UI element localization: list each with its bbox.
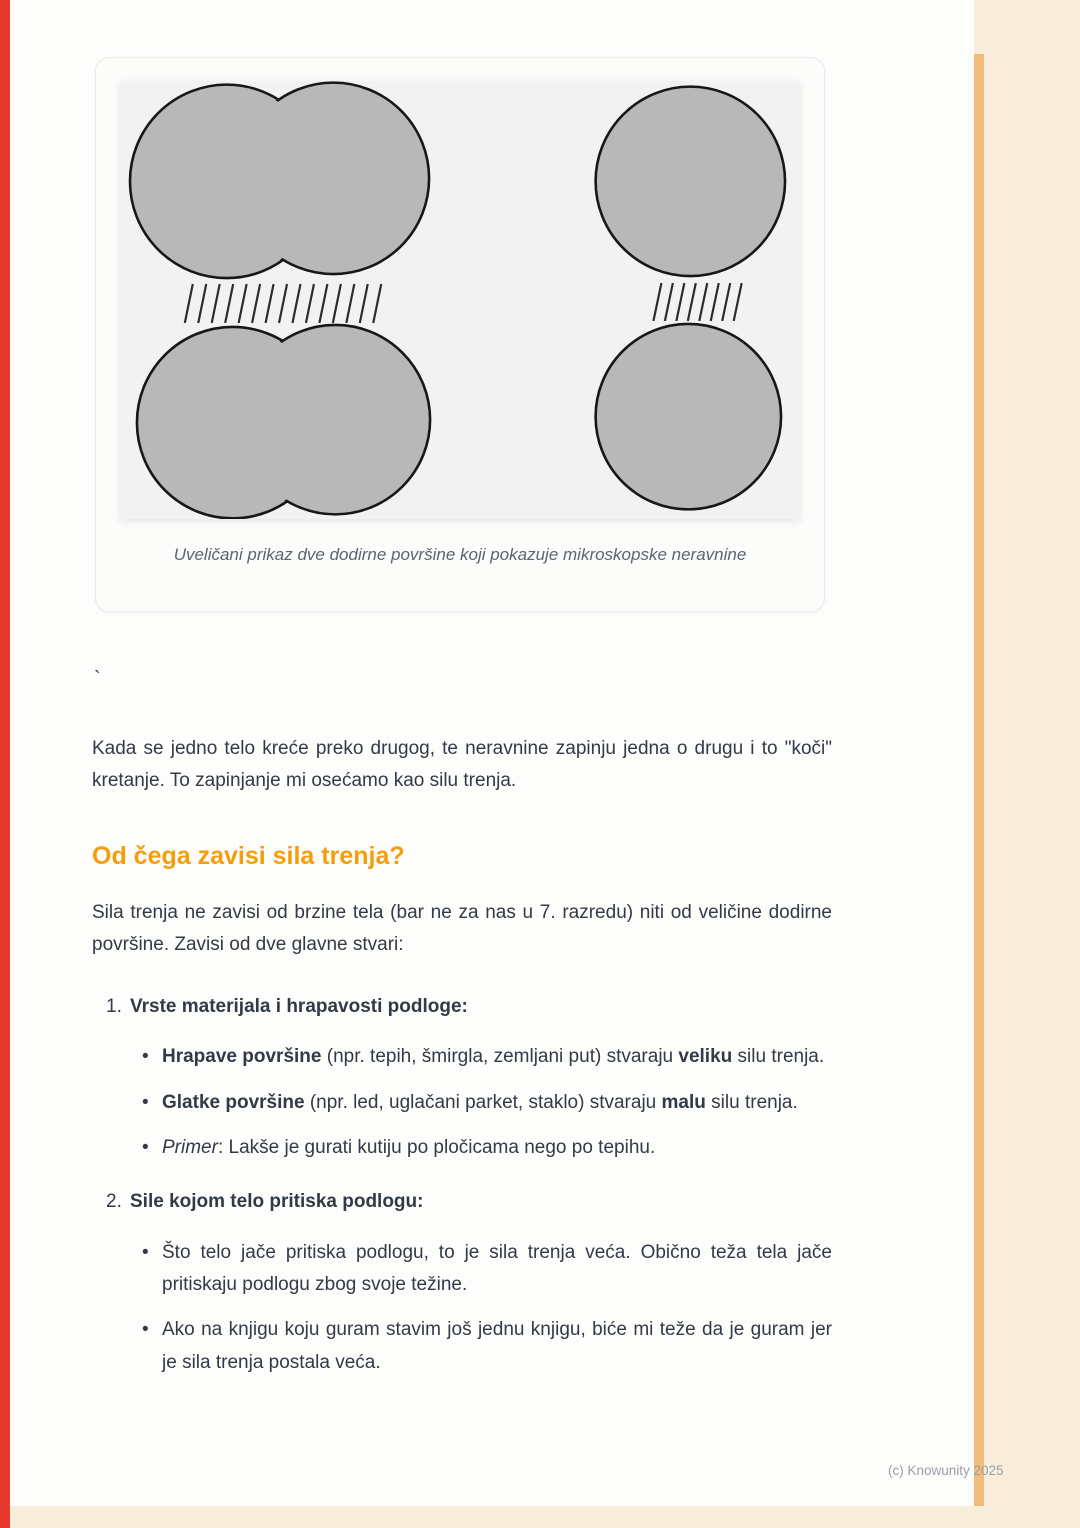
paragraph-friction-dependencies: Sila trenja ne zavisi od brzine tela (bar ne za nas u 7. razredu) niti od veličine dodirne površine. Zavisi od dve glavne stvari:	[92, 901, 832, 955]
list-number: 2.	[106, 1191, 122, 1213]
bullet-item: • Što telo jače pritiska podlogu, to je sila trenja veća. Obično teža tela jače pritiskaju podlogu zbog svoje težine.	[140, 1237, 832, 1302]
watermark-text: (c) Knowunity 2025	[888, 1463, 1004, 1478]
bullet-item: • Ako na knjigu koju guram stavim još jednu knjigu, biće mi teže da je guram jer je sila trenja postala veća.	[140, 1314, 832, 1379]
right-top-surface-blob	[596, 87, 785, 276]
stray-backtick-character: `	[94, 668, 101, 690]
list-item-title: Vrste materijala i hrapavosti podloge:	[130, 996, 468, 1018]
left-contact-hatching	[185, 284, 381, 323]
bullet-item: • Hrapave površine (npr. tepih, šmirgla, zemljani put) stvaraju veliku silu trenja.	[140, 1041, 832, 1073]
figure-card	[95, 57, 825, 612]
section-heading: Od čega zavisi sila trenja?	[92, 841, 405, 870]
bullet-list	[106, 1041, 832, 1164]
figure-image	[120, 81, 800, 519]
left-top-surface-blob	[130, 83, 429, 278]
numbered-list	[92, 991, 832, 1379]
numbered-list-item	[106, 991, 832, 1164]
right-contact-hatching	[653, 283, 741, 321]
numbered-list-item	[106, 1186, 832, 1378]
left-bottom-surface-blob	[137, 325, 430, 518]
paragraph-friction-explanation: Kada se jedno telo kreće preko drugog, te neravnine zapinju jedna o drugu i to "koči" kretanje. To zapinjanje mi osećamo kao silu trenja.	[92, 738, 832, 792]
bullet-item: • Primer: Lakše je gurati kutiju po pločicama nego po tepihu.	[140, 1132, 832, 1164]
bullet-list	[106, 1237, 832, 1379]
bullet-item: • Glatke površine (npr. led, uglačani parket, staklo) stvaraju malu silu trenja.	[140, 1087, 832, 1119]
left-red-stripe	[0, 0, 10, 1528]
list-number: 1.	[106, 996, 122, 1018]
document-content	[92, 57, 832, 1401]
microscopic-surface-roughness-illustration	[120, 81, 800, 519]
list-item-title: Sile kojom telo pritiska podlogu:	[130, 1191, 424, 1213]
right-orange-stripe	[974, 54, 984, 1506]
figure-caption: Uveličani prikaz dve dodirne površine koji pokazuje mikroskopske neravnine	[173, 545, 747, 564]
right-bottom-surface-blob	[596, 324, 781, 509]
